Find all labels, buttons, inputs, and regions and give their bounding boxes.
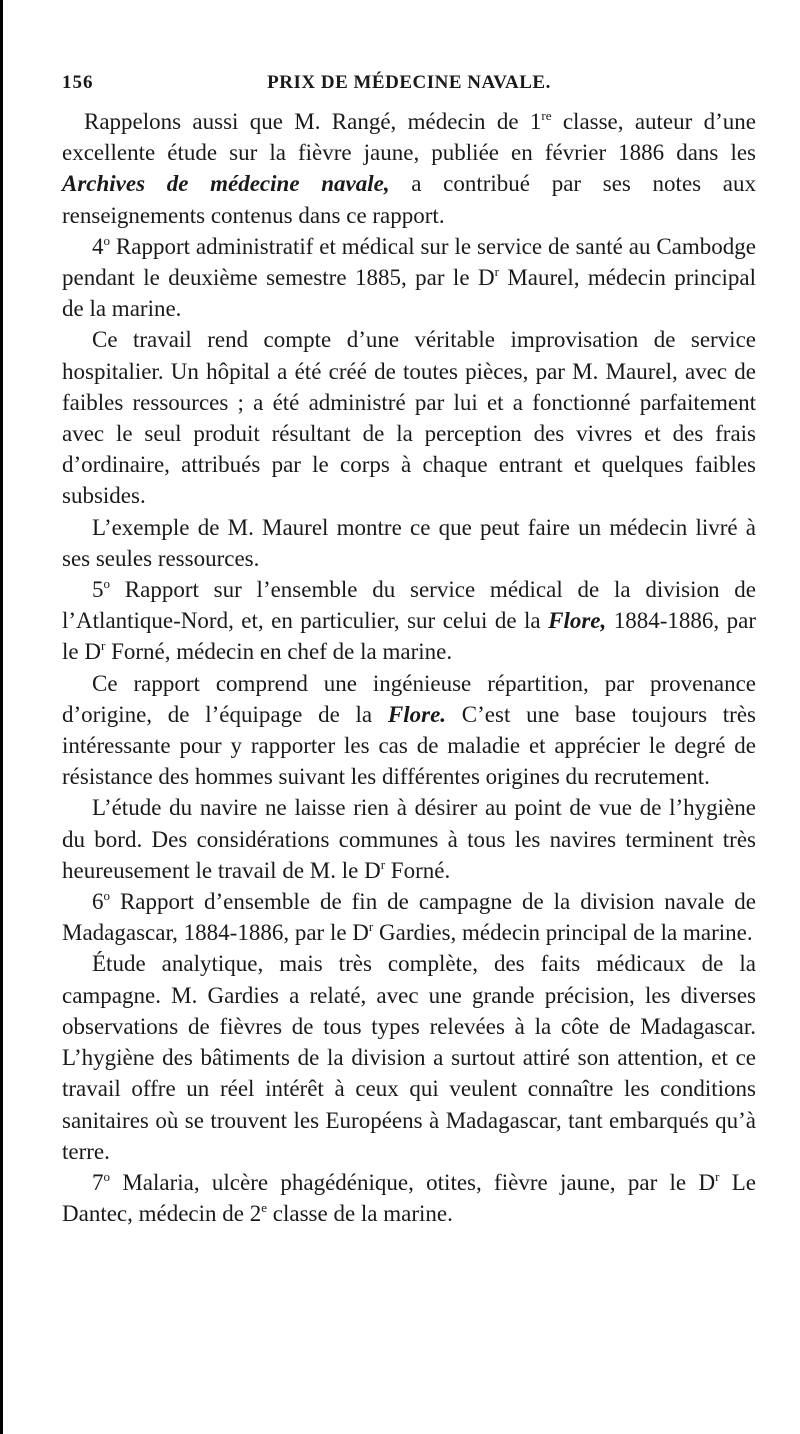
- book-page: [62, 70, 756, 1229]
- paragraph-madagascar-study: Étude analytique, mais très complète, des faits médicaux de la campagne. M. Gardies a relaté, avec une grande précision, les diverses observations de fièvres de tous types relevées à la côte de Madagascar. L’hygiène des bâtiments de la division a surtout attiré son attention, et ce travail offre un réel intérêt à ceux qui veulent connaître les conditions sanitaires où se trouvent les Européens à Madagascar, tant embarqués qu’à terre.: [62, 951, 756, 1164]
- paragraph-item-4: 4$^o$ Rapport administratif et médical sur le service de santé au Cambodge pendant le deuxième semestre 1885, par le $D^r$ Maurel, médecin principal de la marine.: [62, 232, 756, 322]
- page-number: 156: [62, 72, 94, 93]
- paragraph-item-7: 7$^o$ Malaria, ulcère phagédénique, otites, fièvre jaune, par le $D^r$ Le Dantec, médecin de 2e classe de la marine.: [62, 1168, 756, 1227]
- paragraph-range: Rappelons aussi que M. Rangé, médecin de 1re classe, auteur d’une excellente étude sur la fièvre jaune, publiée en février 1886 dans les Archives de médecine navale, a contribué par ses notes aux renseignements contenus dans ce rapport.: [62, 108, 756, 228]
- paragraph-item-5: 5$^o$ Rapport sur l’ensemble du service médical de la division de l’Atlantique-Nord, et, en particulier, sur celui de la Flore, 1884-1886, par le $D^r$ Forné, médecin en chef de la marine.: [62, 576, 756, 665]
- paragraph-ship-study: L’étude du navire ne laisse rien à désirer au point de vue de l’hygiène du bord. Des considérations communes à tous les navires terminent très heureusement le travail de M. le $D^r$ Forné.: [62, 795, 756, 883]
- paragraph-item-6: 6$^o$ Rapport d’ensemble de fin de campagne de la division navale de Madagascar, 1884-1886, par le $D^r$ Gardies, médecin principal de la marine.: [62, 888, 756, 946]
- page-edge-shadow: [0, 0, 3, 1434]
- paragraph-flore-crew: Ce rapport comprend une ingénieuse répartition, par provenance d’origine, de l’équipage de la Flore. C’est une base toujours très intéressante pour y rapporter les cas de maladie et apprécier le degré de résistance des hommes suivant les différentes origines du recrutement.: [62, 670, 756, 790]
- paragraph-cambodge-service: Ce travail rend compte d’une véritable improvisation de service hospitalier. Un hôpital a été créé de toutes pièces, par M. Maurel, avec de faibles ressources ; a été administré par lui et a fonctionné parfaitement avec le seul produit résultant de la perception des vivres et des frais d’ordinaire, attribués par le corps à chaque entrant et quelques faibles subsides.: [62, 327, 756, 509]
- paragraph-maurel-example: L’exemple de M. Maurel montre ce que peut faire un médecin livré à ses seules ressources.: [62, 514, 756, 571]
- page-header: [62, 70, 756, 100]
- running-title: PRIX DE MÉDECINE NAVALE.: [267, 72, 551, 93]
